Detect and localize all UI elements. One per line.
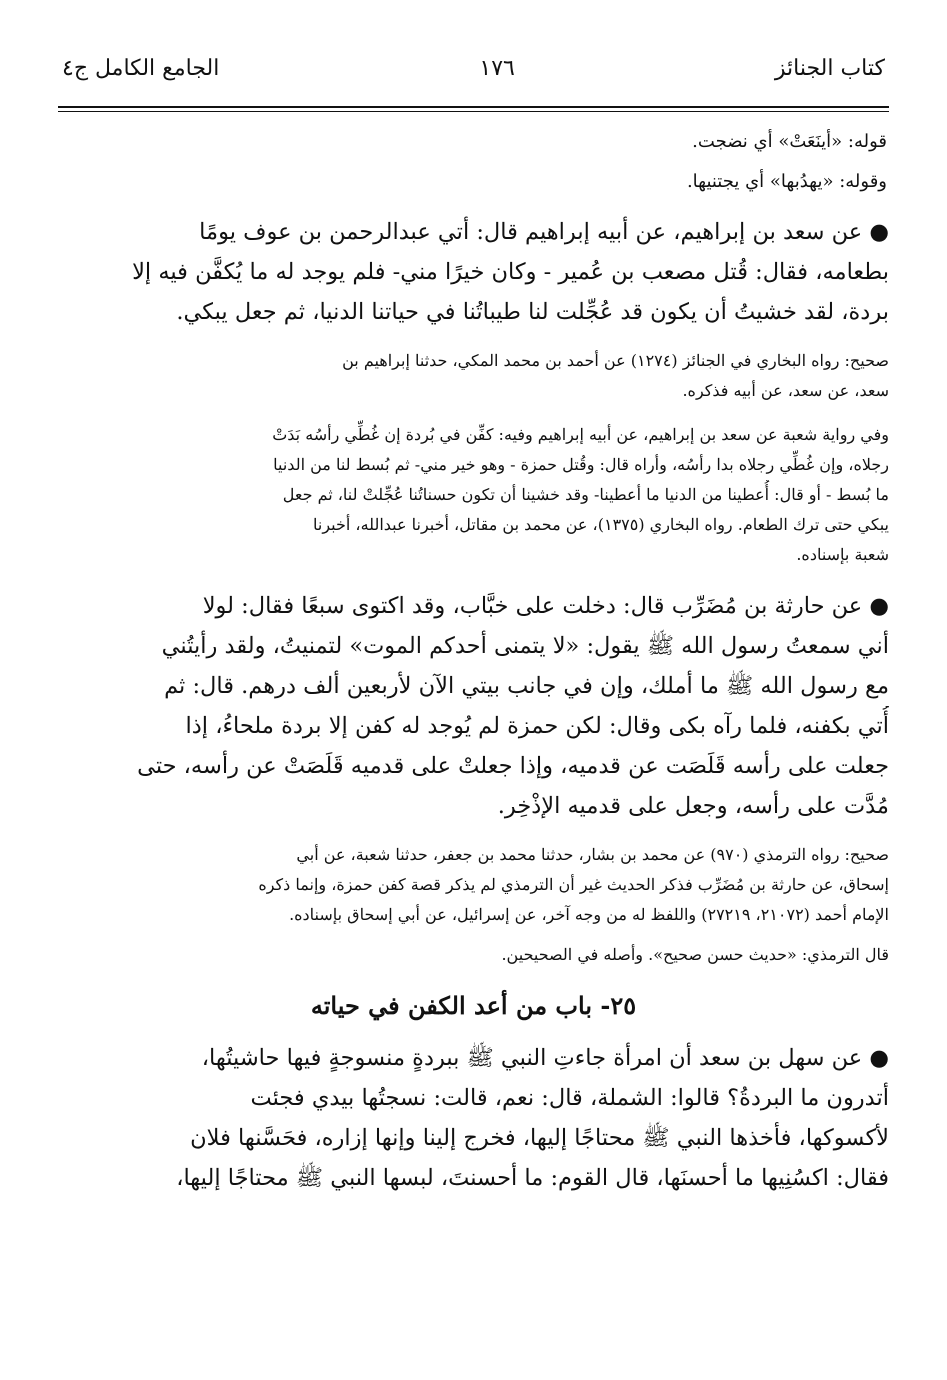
- note-line: صحيح: رواه الترمذي (٩٧٠) عن محمد بن بشار، حدثنا محمد بن جعفر، حدثنا شعبة، عن أبي: [296, 845, 889, 864]
- hadith-line: أُتي بكفنه، فلما رآه بكى وقال: لكن حمزة لم يُوجد له كفن إلا بردة ملحاءُ، إذا: [185, 713, 889, 739]
- hadith-2: [58, 586, 889, 826]
- glosses: [58, 122, 889, 202]
- gloss-line: قوله: «أينَعَتْ» أي نضجت.: [692, 131, 887, 152]
- footnote-3: [58, 840, 889, 930]
- note-line: يبكي حتى ترك الطعام. رواه البخاري (١٣٧٥)، عن محمد بن مقاتل، أخبرنا عبدالله، أخبرنا: [313, 515, 889, 534]
- hadith-line: بطعامه، فقال: قُتل مصعب بن عُمير - وكان خيرًا مني- فلم يوجد له ما يُكفَّن فيه إلا: [132, 259, 889, 285]
- note-line: إسحاق، عن حارثة بن مُضَرِّب فذكر الحديث غير أن الترمذي لم يذكر قصة كفن حمزة، وإنما ذكره: [258, 875, 889, 894]
- note-line: شعبة بإسناده.: [796, 545, 889, 564]
- note-line: رجلاه، وإن غُطِّي رجلاه بدا رأسُه، وأراه قال: وقُتل حمزة - وهو خير مني- ثم بُسط لنا من الدنيا: [273, 455, 889, 474]
- hadith-line: ● عن سهل بن سعد أن امرأة جاءتِ النبي ﷺ ببردةٍ منسوجةٍ فيها حاشيتُها،: [201, 1045, 889, 1071]
- gloss-line: وقوله: «يهدُبها» أي يجتنيها.: [686, 171, 887, 192]
- hadith-line: لأكسوكها، فأخذها النبي ﷺ محتاجًا إليها، فخرج إلينا وإنها إزاره، فحَسَّنها فلان: [190, 1125, 889, 1151]
- footnote-2: [58, 420, 889, 570]
- note-line: وفي رواية شعبة عن سعد بن إبراهيم، عن أبيه إبراهيم وفيه: كفِّن في بُردة إن غُطِّي رأسُه بَدَتْ: [272, 425, 889, 444]
- note-line: ما بُسط - أو قال: أُعطينا من الدنيا ما أعطينا- وقد خشينا أن تكون حسناتُنا عُجِّلتْ لنا، ثم جعل: [282, 485, 889, 504]
- book-section-title: كتاب الجنائز: [774, 56, 885, 81]
- hadith-line: أتدرون ما البردةُ؟ قالوا: الشملة، قال: نعم، قالت: نسجتُها بيدي فجئت: [250, 1085, 889, 1111]
- hadith-line: ● عن حارثة بن مُضَرِّب قال: دخلت على خبَّاب، وقد اكتوى سبعًا فقال: لولا: [202, 593, 889, 619]
- hadith-3: [58, 1038, 889, 1198]
- header-rule-thin: [58, 111, 889, 112]
- hadith-1: [58, 212, 889, 332]
- footnote-4: [58, 940, 889, 970]
- book-title: الجامع الكامل ج٤: [62, 56, 220, 81]
- chapter-title: ٢٥- باب من أعد الكفن في حياته: [310, 991, 637, 1020]
- note-line: سعد، عن سعد، عن أبيه فذكره.: [682, 381, 889, 400]
- note-line: قال الترمذي: «حديث حسن صحيح». وأصله في الصحيحين.: [501, 945, 889, 964]
- note-line: الإمام أحمد (٢١٠٧٢، ٢٧٢١٩) واللفظ له من وجه آخر، عن إسرائيل، عن أبي إسحاق بإسناده.: [289, 905, 889, 924]
- hadith-line: مُدَّت على رأسه، وجعل على قدميه الإذْخِر.: [497, 793, 889, 819]
- footnote-1: [58, 346, 889, 406]
- header-rule-thick: [58, 106, 889, 108]
- running-header: [58, 56, 889, 96]
- hadith-line: فقال: اكسُنِيها ما أحسنَها، قال القوم: ما أحسنتَ، لبسها النبي ﷺ محتاجًا إليها،: [176, 1165, 889, 1191]
- hadith-line: أني سمعتُ رسول الله ﷺ يقول: «لا يتمنى أحدكم الموت» لتمنيتُ، ولقد رأيتُني: [161, 633, 889, 659]
- hadith-line: ● عن سعد بن إبراهيم، عن أبيه إبراهيم قال: أتي عبدالرحمن بن عوف يومًا: [199, 219, 889, 245]
- hadith-line: جعلت على رأسه قَلَصَت عن قدميه، وإذا جعلتْ على قدميه قَلَصَتْ عن رأسه، حتى: [137, 753, 889, 779]
- page-number: ١٧٦: [479, 56, 515, 81]
- note-line: صحيح: رواه البخاري في الجنائز (١٢٧٤) عن أحمد بن محمد المكي، حدثنا إبراهيم بن: [342, 351, 889, 370]
- hadith-line: مع رسول الله ﷺ ما أملك، وإن في جانب بيتي الآن لأربعين ألف درهم. قال: ثم: [164, 673, 889, 699]
- hadith-line: بردة، لقد خشيتُ أن يكون قد عُجِّلت لنا طيباتُنا في حياتنا الدنيا، ثم جعل يبكي.: [176, 299, 889, 325]
